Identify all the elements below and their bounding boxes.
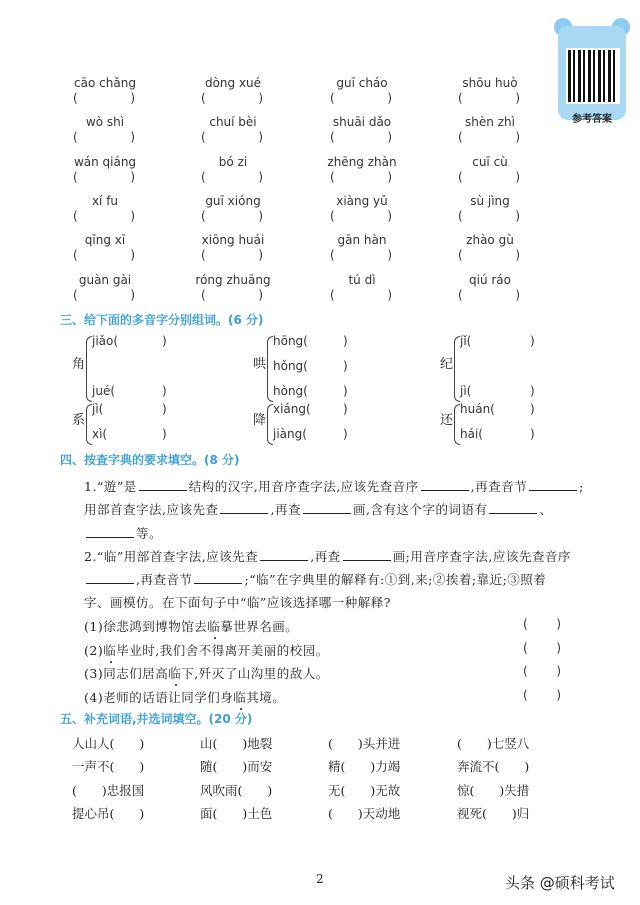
reading-blank[interactable]: ) [343, 427, 348, 441]
idiom-blank[interactable]: 山( )地裂 [200, 736, 273, 751]
reading-blank[interactable]: ) [162, 334, 167, 348]
paren-close: ) [130, 287, 135, 302]
pinyin-label: róng zhuāng [195, 272, 271, 287]
idiom-blank[interactable]: 随( )而安 [200, 759, 273, 775]
paren-open: ( [330, 248, 335, 263]
reading-blank[interactable]: ) [530, 334, 535, 348]
fill-line [84, 524, 162, 542]
reading-blank[interactable]: ) [343, 384, 348, 398]
paren-open: ( [458, 169, 463, 184]
answer-blank[interactable] [330, 91, 392, 105]
answer-blank[interactable] [73, 130, 135, 144]
paren-open: ( [201, 130, 206, 145]
paren-open: ( [330, 287, 335, 302]
pinyin-label: shuāi dǎo [332, 115, 392, 130]
emphasis-char: 临 [168, 666, 182, 682]
pinyin-label: qiú ráo [469, 272, 511, 287]
paren-open: ( [330, 169, 335, 184]
paren-close: ) [387, 208, 392, 223]
answer-blank[interactable] [201, 209, 263, 223]
paren-close: ) [258, 169, 263, 184]
reading-blank[interactable]: ) [530, 384, 535, 398]
reading-label: jì( [460, 384, 472, 398]
answer-blank[interactable] [73, 91, 135, 105]
fill-line [84, 547, 571, 565]
paren-close: ) [258, 208, 263, 223]
pinyin-label: gān hàn [337, 233, 387, 248]
idiom-blank[interactable]: 精( )力竭 [328, 759, 401, 775]
polyphone-char: 降 [253, 412, 267, 428]
reading-label: hái( [460, 427, 483, 441]
paren-open: ( [73, 91, 78, 105]
answer-blank[interactable] [458, 91, 520, 105]
reading-label: hǒng( [273, 359, 308, 373]
reading-label: huán( [460, 402, 495, 416]
paren-open: ( [201, 248, 206, 263]
paren-close: ) [515, 130, 520, 145]
pinyin-label: wán qiáng [73, 154, 137, 169]
reading-blank[interactable]: ) [530, 427, 535, 441]
paren-open: ( [73, 287, 78, 302]
sentence-pre: (2) [84, 642, 104, 658]
reading-label: hòng( [273, 384, 308, 398]
paren-close: ) [130, 208, 135, 223]
paren-close: ) [258, 287, 263, 302]
fill-blank[interactable] [489, 501, 537, 514]
answer-blank[interactable] [73, 209, 135, 223]
paren-open: ( [523, 617, 528, 631]
answer-blank[interactable] [458, 288, 520, 302]
section4-title: 四、按查字典的要求填空。(8 分) [60, 453, 240, 467]
paren-open: ( [523, 664, 528, 679]
paren-open: ( [458, 248, 463, 263]
paren-close: ) [515, 91, 520, 105]
paren-close: ) [387, 248, 392, 263]
idiom-blank[interactable]: ( )忠报国 [72, 782, 145, 798]
pinyin-label: tú dì [348, 272, 376, 287]
pinyin-label: chuí bèi [209, 115, 257, 130]
fill-line [84, 500, 552, 518]
reading-label: xì( [92, 427, 108, 441]
sentence-post: 其境。 [246, 689, 286, 705]
reading-label: jǐ( [460, 334, 472, 348]
reading-label: jì( [92, 402, 104, 416]
line-text: ,再查音节 [136, 572, 193, 587]
answer-blank[interactable] [73, 248, 135, 262]
paren-open: ( [458, 208, 463, 223]
reading-label: jiàng( [273, 427, 307, 441]
pinyin-label: cuī cù [472, 154, 508, 169]
paren-open: ( [73, 169, 78, 184]
pinyin-label: cāo chǎng [74, 76, 136, 90]
reading-blank[interactable]: ) [343, 402, 348, 416]
paren-open: ( [458, 287, 463, 302]
idiom-blank[interactable]: 面( )土色 [200, 806, 273, 822]
paren-close: ) [387, 91, 392, 105]
idiom-blank[interactable]: 人山人( ) [72, 736, 145, 751]
idiom-blank[interactable]: 提心吊( ) [72, 806, 145, 822]
paren-close: ) [556, 687, 561, 702]
paren-close: ) [130, 169, 135, 184]
paren-open: ( [201, 91, 206, 105]
answer-blank[interactable] [330, 130, 392, 144]
fill-blank[interactable] [194, 571, 242, 584]
answer-qr-badge[interactable] [552, 14, 632, 129]
pinyin-label: wò shì [85, 115, 125, 130]
paren-close: ) [387, 130, 392, 145]
line-text: 用部首查字法,应该先查 [84, 502, 219, 517]
sentence-post: 下,歼灭了山沟里的敌人。 [181, 666, 329, 682]
paren-close: ) [130, 91, 135, 105]
line-text: ;“临”在字典里的解释有:①到,来;②挨着;靠近;③照着 [244, 572, 547, 587]
sentence-pre: (4)老师的话语让同学们身 [84, 689, 234, 705]
paren-close: ) [258, 248, 263, 263]
line-text: 字、画模仿。在下面句子中“临”应该选择哪一种解释? [84, 595, 391, 610]
sentence-item [84, 664, 329, 682]
section3-title: 三、给下面的多音字分别组词。(6 分) [60, 313, 264, 327]
reading-blank[interactable]: ) [162, 384, 167, 398]
paren-close: ) [258, 91, 263, 105]
line-text: 结构的汉字,用音序查字法,应该先查音序 [188, 479, 419, 494]
emphasis-char: 临 [207, 619, 221, 634]
idiom-blank[interactable]: 惊( )失措 [457, 782, 530, 798]
idiom-blank[interactable]: 风吹雨( ) [200, 782, 273, 798]
paren-open: ( [523, 640, 528, 655]
pinyin-label: shōu huò [462, 76, 518, 90]
fill-blank[interactable] [220, 501, 268, 514]
fill-line [84, 593, 391, 611]
idiom-blank[interactable]: 奔流不( ) [457, 759, 530, 775]
pinyin-label: bó zi [218, 154, 248, 169]
fill-blank[interactable] [139, 478, 187, 491]
answer-blank[interactable] [330, 209, 392, 223]
paren-open: ( [73, 248, 78, 263]
line-text: 画,含有这个字的词语有 [352, 502, 488, 517]
fill-blank[interactable] [529, 478, 577, 491]
paren-close: ) [258, 130, 263, 145]
reading-blank[interactable]: ) [162, 402, 167, 416]
paren-close: ) [556, 664, 561, 679]
paren-close: ) [515, 169, 520, 184]
section5-title: 五、补充词语,并选词填空。(20 分) [60, 712, 253, 726]
reading-blank[interactable]: ) [343, 359, 348, 373]
line-text: 、 [539, 502, 553, 517]
paren-open: ( [330, 208, 335, 223]
pinyin-label: dòng xué [204, 76, 262, 90]
line-text: ,再查 [310, 549, 341, 564]
paren-close: ) [515, 248, 520, 263]
reading-label: jué( [92, 384, 116, 398]
line-text: 2.“临”用部首查字法,应该先查 [84, 549, 259, 564]
answer-blank[interactable] [73, 170, 135, 184]
paren-open: ( [330, 130, 335, 145]
pinyin-label: guī xióng [205, 193, 261, 208]
idiom-blank[interactable]: ( )七竖八 [457, 736, 530, 751]
pinyin-label: zhēng zhàn [327, 154, 397, 169]
emphasis-char: 临 [233, 689, 247, 705]
idiom-blank[interactable]: ( )天动地 [328, 806, 401, 822]
paren-close: ) [130, 248, 135, 263]
paren-close: ) [515, 208, 520, 223]
pinyin-label: sù jìng [470, 193, 510, 208]
polyphone-char: 纪 [440, 357, 454, 372]
reading-label: xiáng( [273, 402, 311, 416]
pinyin-label: xí fu [91, 193, 119, 208]
polyphone-char: 角 [72, 357, 86, 372]
idiom-blank[interactable]: 一声不( ) [72, 759, 145, 775]
paren-open: ( [73, 130, 78, 145]
line-text: 等。 [136, 526, 163, 541]
answer-blank[interactable] [73, 288, 135, 302]
paren-open: ( [201, 208, 206, 223]
fill-blank[interactable] [421, 478, 469, 491]
answer-blank[interactable] [523, 617, 561, 631]
pinyin-label: qīng xī [84, 233, 126, 248]
fill-blank[interactable] [343, 548, 391, 561]
reading-label: jiǎo( [92, 334, 119, 348]
polyphone-char: 还 [440, 412, 454, 428]
sentence-post: 毕业时,我们舍不得离开美丽的校园。 [116, 642, 329, 658]
fill-blank[interactable] [303, 501, 351, 514]
fill-line [84, 477, 584, 495]
answer-blank[interactable] [201, 248, 263, 262]
paren-open: ( [201, 169, 206, 184]
pinyin-label: xiàng yǔ [336, 193, 388, 208]
qr-code-icon [566, 48, 620, 104]
fill-blank[interactable] [86, 571, 134, 584]
paren-open: ( [201, 287, 206, 302]
qr-label: 参考答案 [572, 114, 612, 125]
answer-blank[interactable] [201, 288, 263, 302]
paren-close: ) [387, 169, 392, 184]
paren-close: ) [515, 287, 520, 302]
emphasis-char: 临 [103, 642, 117, 658]
idiom-blank[interactable]: 无( )无故 [328, 782, 401, 798]
answer-blank[interactable] [330, 170, 392, 184]
answer-blank[interactable] [330, 248, 392, 262]
answer-blank[interactable] [458, 170, 520, 184]
sentence-item [84, 617, 298, 635]
page-number: 2 [316, 872, 324, 886]
answer-blank[interactable] [523, 664, 561, 678]
sentence-post: 摹世界名画。 [220, 619, 299, 634]
paren-open: ( [523, 687, 528, 702]
answer-blank[interactable] [458, 130, 520, 144]
answer-blank[interactable] [458, 248, 520, 262]
reading-blank[interactable]: ) [530, 402, 535, 416]
paren-open: ( [458, 130, 463, 145]
paren-close: ) [387, 287, 392, 302]
paren-close: ) [556, 617, 561, 631]
pinyin-label: shèn zhì [465, 115, 515, 130]
answer-blank[interactable] [201, 130, 263, 144]
sentence-item [84, 688, 285, 706]
answer-blank[interactable] [201, 91, 263, 105]
paren-open: ( [330, 91, 335, 105]
sentence-pre: (3)同志们居高 [84, 666, 169, 682]
reading-blank[interactable]: ) [162, 427, 167, 441]
line-text: ,再查 [270, 502, 301, 517]
line-text: ,再查音节 [470, 479, 528, 494]
idiom-blank[interactable]: 视死( )归 [457, 806, 530, 822]
polyphone-char: 哄 [253, 357, 267, 372]
fill-blank[interactable] [86, 525, 134, 538]
sentence-item [84, 641, 329, 659]
pinyin-label: guī cháo [336, 76, 388, 90]
watermark: 头条 @硕科考试 [505, 874, 615, 892]
answer-blank[interactable] [523, 641, 561, 655]
polyphone-char: 系 [72, 412, 86, 428]
line-text: 画;用音序查字法,应该先查音序 [392, 549, 571, 564]
answer-blank[interactable] [523, 688, 561, 702]
fill-line [84, 570, 546, 588]
pinyin-label: zhào gù [466, 233, 514, 248]
line-text: ; [579, 479, 584, 494]
idiom-blank[interactable]: ( )头并进 [328, 736, 401, 751]
line-text: 1.“遊”是 [84, 479, 137, 494]
pinyin-label: guàn gài [78, 272, 132, 287]
paren-open: ( [73, 208, 78, 223]
fill-blank[interactable] [260, 548, 308, 561]
paren-open: ( [458, 91, 463, 105]
pinyin-label: xiōng huái [201, 233, 265, 248]
paren-close: ) [130, 130, 135, 145]
sentence-pre: (1)徐悲鸿到博物馆去 [84, 619, 208, 634]
paren-close: ) [556, 640, 561, 655]
reading-label: hōng( [273, 334, 308, 348]
answer-blank[interactable] [201, 170, 263, 184]
reading-blank[interactable]: ) [343, 334, 348, 348]
answer-blank[interactable] [330, 288, 392, 302]
answer-blank[interactable] [458, 209, 520, 223]
